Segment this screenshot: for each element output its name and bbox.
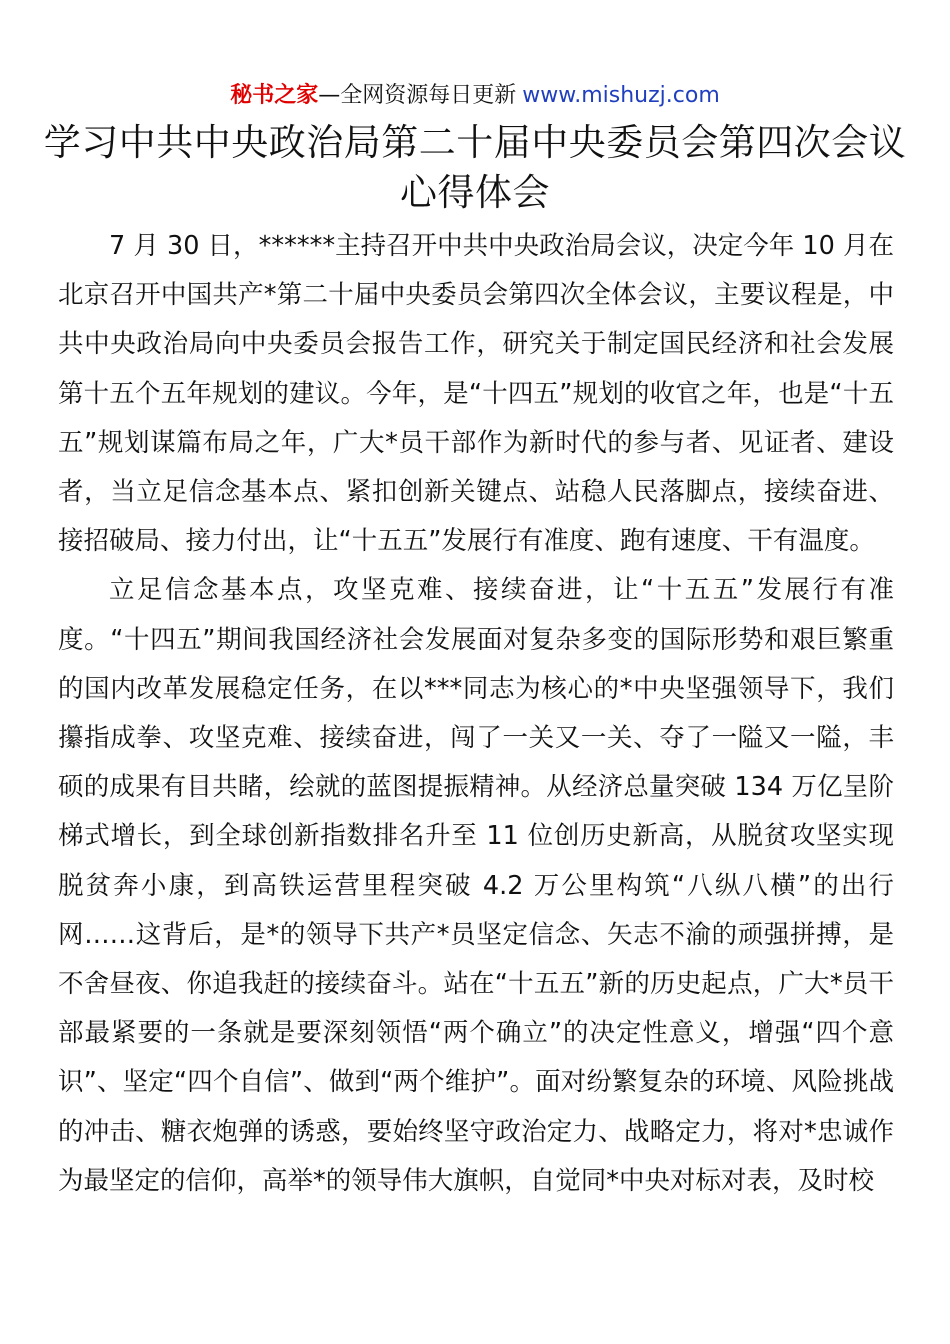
site-tagline: —全网资源每日更新 — [318, 83, 517, 108]
document-body — [58, 222, 894, 1206]
site-brand: 秘书之家 — [230, 83, 319, 108]
site-url-link[interactable]: www.mishuzj.com — [522, 83, 720, 108]
document-title: 学习中共中央政治局第二十届中央委员会第四次会议心得体会 — [43, 121, 907, 214]
paragraph-2: 立足信念基本点，攻坚克难、接续奋进，让“十五五”发展行有准度。“十四五”期间我国经济社会发展面对复杂多变的国际形势和艰巨繁重的国内改革发展稳定任务，在以***同志为核心的*中央坚强领导下，我们攥指成拳、攻坚克难、接续奋进，闯了一关又一关、夺了一隘又一隘，丰硕的成果有目共睹，绘就的蓝图提振精神。从经济总量突破 134 万亿呈阶梯式增长，到全球创新指数排名升至 11 位创历史新高，从脱贫攻坚实现脱贫奔小康，到高铁运营里程突破 4.2 万公里构筑“八纵八横”的出行网……这背后，是*的领导下共产*员坚定信念、矢志不渝的顽强拼搏，是不舍昼夜、你追我赶的接续奋斗。站在“十五五”新的历史起点，广大*员干部最紧要的一条就是要深刻领悟“两个确立”的决定性意义，增强“四个意识”、坚定“四个自信”、做到“两个维护”。面对纷繁复杂的环境、风险挑战的冲击、糖衣炮弹的诱惑，要始终坚守政治定力、战略定力，将对*忠诚作为最坚定的信仰，高举*的领导伟大旗帜，自觉同*中央对标对表，及时校 — [58, 575, 894, 1196]
site-header — [0, 80, 950, 112]
paragraph-1: 7 月 30 日，******主持召开中共中央政治局会议，决定今年 10 月在北京召开中国共产*第二十届中央委员会第四次全体会议，主要议程是，中共中央政治局向中央委员会报告工作，研究关于制定国民经济和社会发展第十五个五年规划的建议。今年，是“十四五”规划的收官之年，也是“十五五”规划谋篇布局之年，广大*员干部作为新时代的参与者、见证者、建设者，当立足信念基本点、紧扣创新关键点、站稳人民落脚点，接续奋进、接招破局、接力付出，让“十五五”发展行有准度、跑有速度、干有温度。 — [58, 231, 894, 557]
